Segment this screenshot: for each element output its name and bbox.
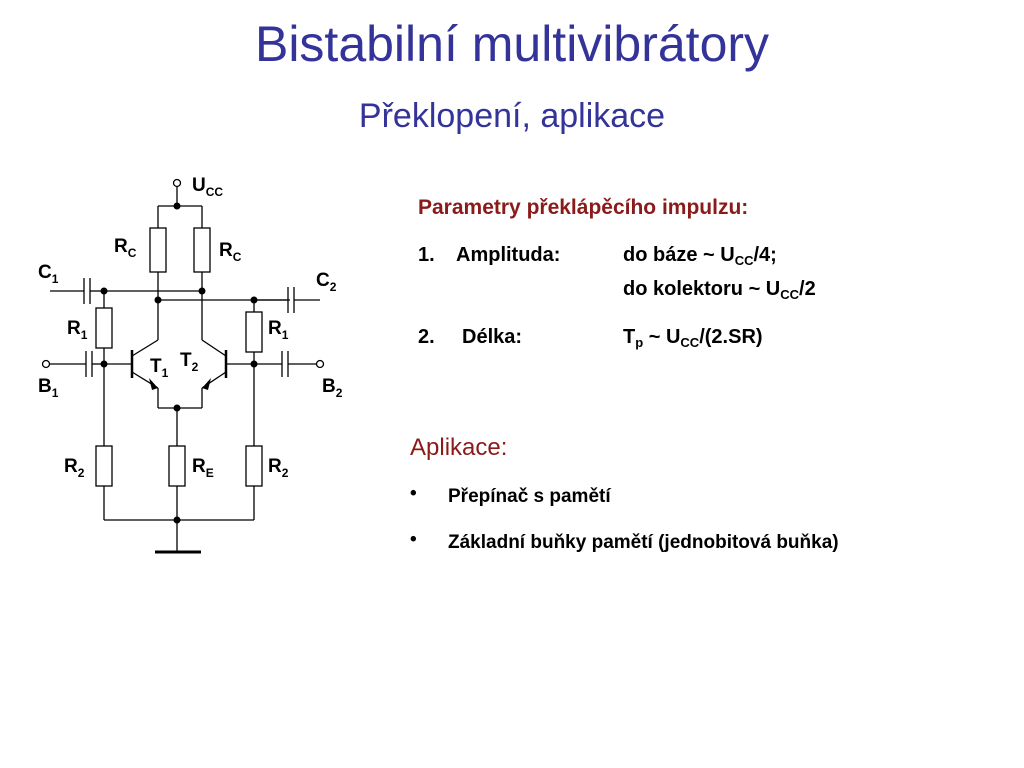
c1-label: $C_1$ bbox=[38, 262, 59, 286]
list-item bbox=[410, 529, 930, 589]
param-item-amplitude bbox=[418, 244, 918, 274]
ucc-label: $U_{CC}$ bbox=[192, 175, 224, 199]
param-number: 2. bbox=[418, 326, 435, 348]
app-item-text: Základní buňky pamětí (jednobitová buňka) bbox=[448, 532, 839, 553]
r1-left-resistor bbox=[96, 308, 112, 348]
page-title: Bistabilní multivibrátory bbox=[254, 16, 770, 72]
rc-right-label: $R_C$ bbox=[219, 240, 242, 264]
t1-label: $T_1$ bbox=[150, 356, 169, 380]
list-item bbox=[410, 483, 930, 513]
param-number: 1. bbox=[418, 244, 435, 266]
r2-left-resistor bbox=[96, 446, 112, 486]
rc-left-resistor bbox=[150, 228, 166, 272]
r2-right-label: $R_2$ bbox=[268, 456, 289, 480]
page-subtitle: Překlopení, aplikace bbox=[358, 97, 666, 135]
param-value-duration: $T_p$ ~ $U_{CC}/(2.SR)$ bbox=[623, 326, 763, 350]
r2-right-resistor bbox=[246, 446, 262, 486]
apps-heading: Aplikace: bbox=[410, 434, 508, 461]
param-value-base: do báze ~ $U_{CC}/4$; bbox=[623, 244, 777, 268]
t2-label: $T_2$ bbox=[180, 350, 199, 374]
param-item-amplitude-line2 bbox=[418, 278, 918, 308]
bullet-icon: • bbox=[410, 483, 417, 504]
b1-label: $B_1$ bbox=[38, 376, 59, 400]
c2-label: $C_2$ bbox=[316, 270, 337, 294]
param-label: Amplituda: bbox=[456, 244, 561, 266]
param-label: Délka: bbox=[462, 326, 523, 348]
re-label: $R_E$ bbox=[192, 456, 214, 480]
app-item-text: Přepínač s pamětí bbox=[448, 486, 611, 507]
r1-left-label: $R_1$ bbox=[67, 318, 88, 342]
param-item-duration bbox=[418, 326, 918, 356]
b2-label: $B_2$ bbox=[322, 376, 343, 400]
param-value-collector: do kolektoru ~ $U_{CC}/2$ bbox=[623, 278, 816, 302]
re-resistor bbox=[169, 446, 185, 486]
r1-right-label: $R_1$ bbox=[268, 318, 289, 342]
circuit-diagram bbox=[0, 0, 400, 600]
rc-left-label: $R_C$ bbox=[114, 236, 137, 260]
rc-right-resistor bbox=[194, 228, 210, 272]
ucc-terminal bbox=[174, 180, 181, 187]
bullet-icon: • bbox=[410, 529, 417, 550]
params-heading: Parametry překlápěcího impulzu: bbox=[418, 196, 749, 219]
r1-right-resistor bbox=[246, 312, 262, 352]
r2-left-label: $R_2$ bbox=[64, 456, 85, 480]
